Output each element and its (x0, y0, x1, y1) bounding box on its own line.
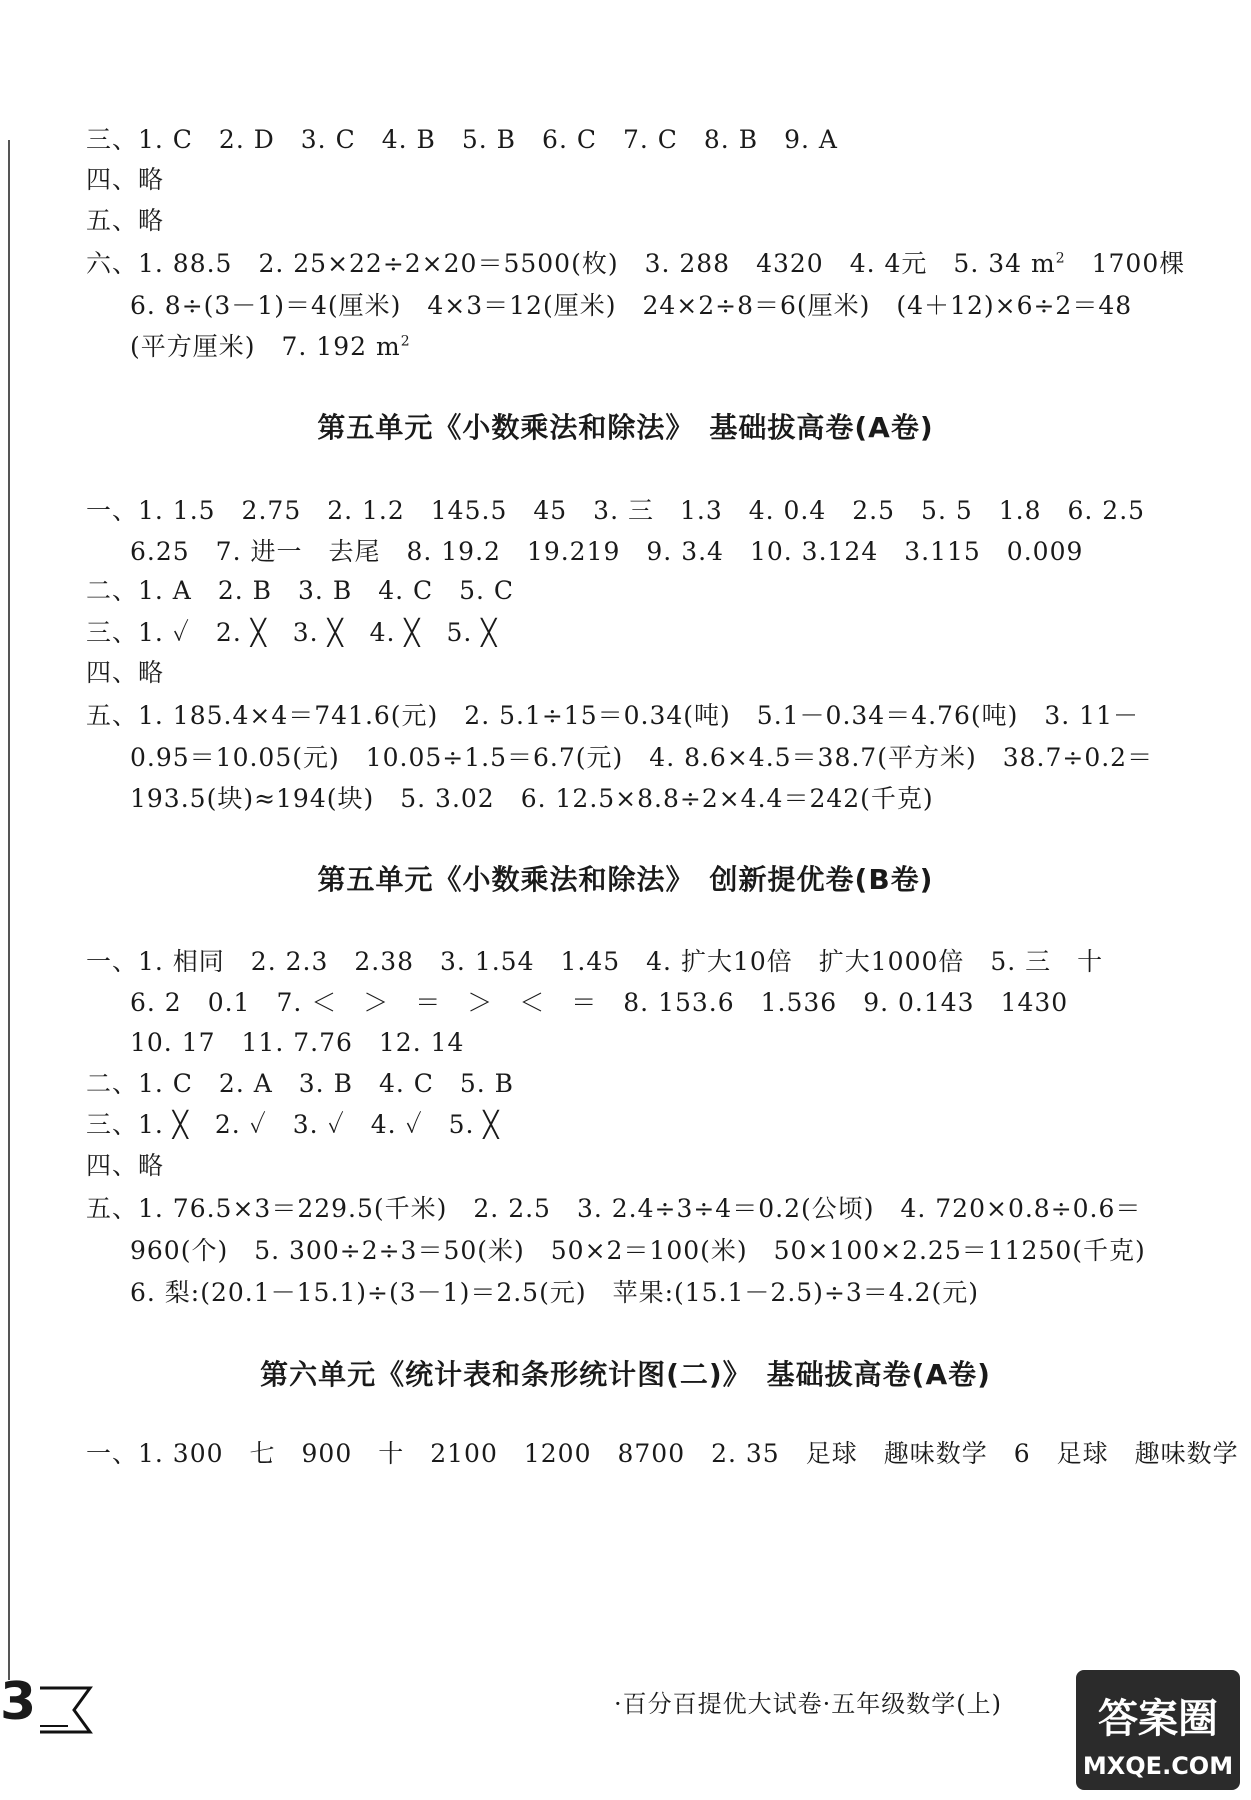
superscript: 2 (1055, 250, 1066, 267)
answer-line: 四、略 (86, 658, 165, 687)
answer-line: 6. 8÷(3－1)＝4(厘米) 4×3＝12(厘米) 24×2÷8＝6(厘米) (4＋12)×6÷2＝48 (130, 291, 1133, 320)
answer-line: 0.95＝10.05(元) 10.05÷1.5＝6.7(元) 4. 8.6×4.5＝38.7(平方米) 38.7÷0.2＝ (130, 743, 1154, 772)
answer-line: 三、1. C 2. D 3. C 4. B 5. B 6. C 7. C 8. B 9. A (86, 125, 838, 154)
book-title: ·百分百提优大试卷·五年级数学(上) (614, 1690, 1002, 1718)
answer-line: 一、1. 1.5 2.75 2. 1.2 145.5 45 3. 三 1.3 4. 0.4 2.5 5. 5 1.8 6. 2.5 (86, 496, 1146, 525)
section-heading: 第五单元《小数乘法和除法》 基础拔高卷(A卷) (317, 411, 934, 444)
watermark-url: MXQE.COM (1082, 1752, 1234, 1780)
answer-line: 一、1. 300 七 900 十 2100 1200 8700 2. 35 足球 趣味数学 6 足球 趣味数学 (86, 1439, 1239, 1468)
answer-line: 五、1. 185.4×4＝741.6(元) 2. 5.1÷15＝0.34(吨) 5.1－0.34＝4.76(吨) 3. 11－ (86, 701, 1139, 730)
answer-line: 一、1. 相同 2. 2.3 2.38 3. 1.54 1.45 4. 扩大10倍 扩大1000倍 5. 三 十 (86, 947, 1104, 976)
answer-line: 二、1. A 2. B 3. B 4. C 5. C (86, 576, 515, 605)
section-heading: 第五单元《小数乘法和除法》 创新提优卷(B卷) (317, 863, 934, 896)
watermark-logo-icon (1072, 1666, 1244, 1794)
watermark-text: 答案圈 (1098, 1696, 1218, 1742)
margin-rule (8, 140, 10, 1680)
answer-line: 二、1. C 2. A 3. B 4. C 5. B (86, 1069, 515, 1098)
answer-line: (平方厘米) 7. 192 $m^2$ (130, 332, 411, 361)
section-heading: 第六单元《统计表和条形统计图(二)》 基础拔高卷(A卷) (260, 1358, 991, 1391)
answer-line: 四、略 (86, 165, 165, 194)
answer-line: 三、1. ╳ 2. ✓ 3. ✓ 4. ✓ 5. ╳ (86, 1110, 500, 1139)
page-flag-icon (38, 1680, 96, 1736)
answer-line: 193.5(块)≈194(块) 5. 3.02 6. 12.5×8.8÷2×4.4＝242(千克) (130, 784, 934, 813)
answer-line: 六、1. 88.5 2. 25×22÷2×20＝5500(枚) 3. 288 4320 4. 4元 5. 34 $m^2$ 1700棵 (86, 249, 1186, 278)
answer-line: 960(个) 5. 300÷2÷3＝50(米) 50×2＝100(米) 50×100×2.25＝11250(千克) (130, 1236, 1146, 1265)
answer-line: 五、略 (86, 206, 165, 235)
answer-line: 四、略 (86, 1151, 165, 1180)
answer-line: 6. 2 0.1 7. ＜ ＞ ＝ ＞ ＜ ＝ 8. 153.6 1.536 9. 0.143 1430 (130, 988, 1069, 1017)
answer-line: 6.25 7. 进一 去尾 8. 19.2 19.219 9. 3.4 10. 3.124 3.115 0.009 (130, 537, 1084, 566)
answer-line: 五、1. 76.5×3＝229.5(千米) 2. 2.5 3. 2.4÷3÷4＝0.2(公顷) 4. 720×0.8÷0.6＝ (86, 1194, 1142, 1223)
answer-line: 10. 17 11. 7.76 12. 14 (130, 1028, 465, 1057)
superscript: 2 (400, 333, 411, 350)
answer-line: 6. 梨:(20.1－15.1)÷(3－1)＝2.5(元) 苹果:(15.1－2.5)÷3＝4.2(元) (130, 1278, 980, 1307)
answer-line: 三、1. ✓ 2. ╳ 3. ╳ 4. ╳ 5. ╳ (86, 618, 498, 647)
page-number: 3 (0, 1672, 37, 1732)
